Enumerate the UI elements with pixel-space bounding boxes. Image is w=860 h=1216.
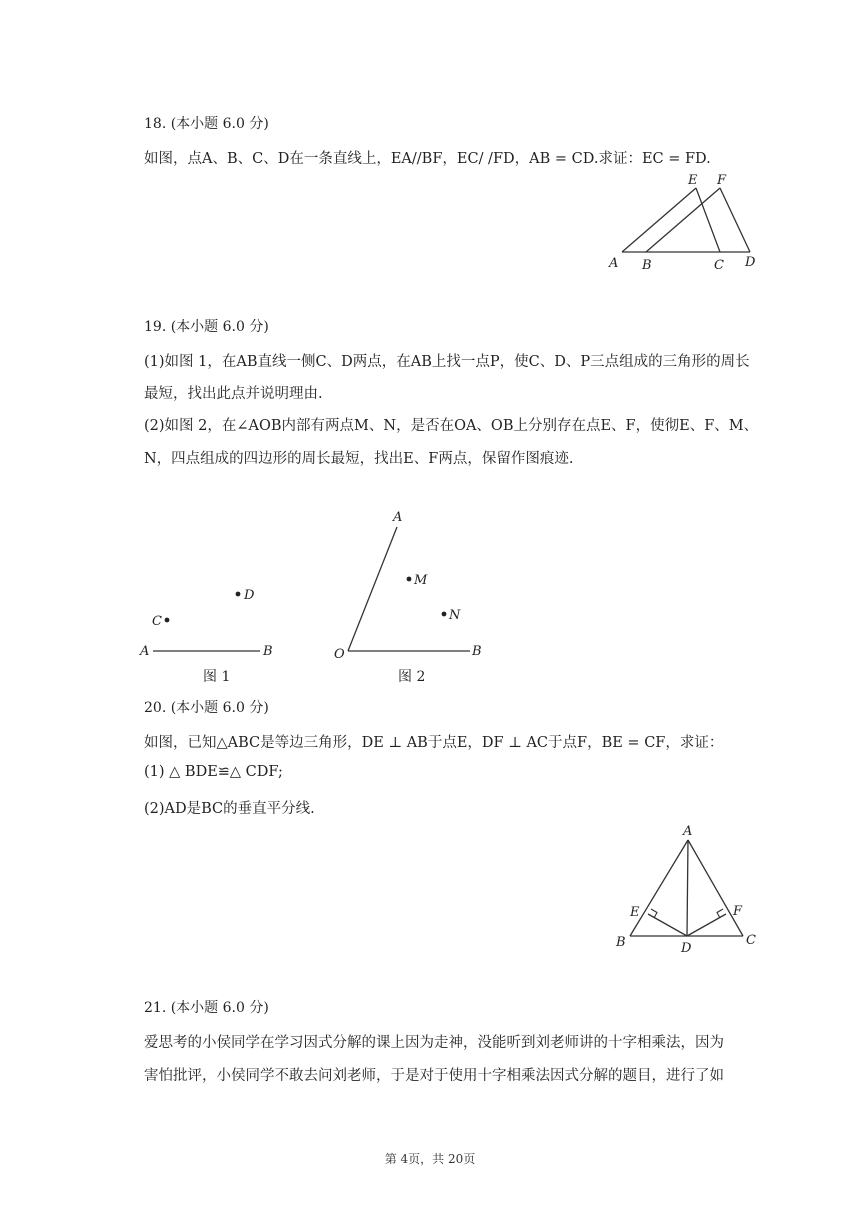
q18-label-e: E (688, 173, 698, 188)
q20-part1: (1) △ BDE≌△ CDF; (144, 764, 283, 780)
q20-label-a: A (683, 824, 693, 839)
q19-figure-1 (135, 575, 285, 687)
q19-part2-line2: N，四点组成的四边形的周长最短，找出E、F两点，保留作图痕迹. (144, 451, 574, 467)
q19-header: 19. (本小题 6.0 分) (144, 319, 269, 335)
q20-label-f: F (733, 904, 743, 919)
q19-part2-line1: (2)如图 2，在∠AOB内部有两点M、N，是否在OA、OB上分别存在点E、F，使彻E、F、M、 (144, 418, 759, 434)
q18-figure (600, 170, 770, 275)
q19-part1-line2: 最短，找出此点并说明理由. (144, 386, 323, 402)
fig1-caption: 图 1 (203, 669, 231, 685)
q18-label-b: B (642, 258, 652, 273)
q21-line1: 爱思考的小侯同学在学习因式分解的课上因为走神，没能听到刘老师讲的十字相乘法，因为 (144, 1035, 724, 1051)
q18-label-a: A (609, 256, 619, 271)
q20-header: 20. (本小题 6.0 分) (144, 700, 269, 716)
fig1-label-c: C (152, 614, 162, 629)
q19-part1-line1: (1)如图 1，在AB直线一侧C、D两点，在AB上找一点P，使C、D、P三点组成的三角形的周长 (144, 354, 750, 370)
fig1-label-d: D (244, 588, 255, 603)
fig1-label-a: A (140, 644, 150, 659)
q20-stem: 如图，已知△ABC是等边三角形，DE ⊥ AB于点E，DF ⊥ AC于点F，BE = CF，求证： (144, 735, 724, 751)
fig2-caption: 图 2 (398, 669, 426, 685)
q19-figure-2 (330, 505, 490, 687)
q20-label-d: D (681, 941, 692, 956)
q18-stem: 如图，点A、B、C、D在一条直线上，EA//BF，EC/ /FD，AB = CD.求证：EC = FD. (144, 151, 711, 167)
fig2-label-n: N (449, 608, 461, 623)
q20-part2: (2)AD是BC的垂直平分线. (144, 801, 315, 817)
fig1-label-b: B (263, 644, 273, 659)
q20-label-b: B (616, 935, 626, 950)
fig2-label-a: A (393, 510, 403, 525)
q18-header: 18. (本小题 6.0 分) (144, 116, 269, 132)
page-footer: 第 4页，共 20页 (384, 1152, 476, 1166)
q20-label-c: C (746, 933, 756, 948)
q21-header: 21. (本小题 6.0 分) (144, 1000, 269, 1016)
q18-label-c: C (714, 258, 724, 273)
q18-label-d: D (745, 255, 756, 270)
fig2-label-m: M (414, 573, 428, 588)
q20-figure (610, 822, 760, 957)
q18-label-f: F (717, 173, 727, 188)
fig2-label-o: O (334, 647, 345, 662)
fig2-label-b: B (472, 644, 482, 659)
q21-line2: 害怕批评，小侯同学不敢去问刘老师，于是对于使用十字相乘法因式分解的题目，进行了如 (144, 1068, 724, 1084)
q20-label-e: E (630, 905, 640, 920)
